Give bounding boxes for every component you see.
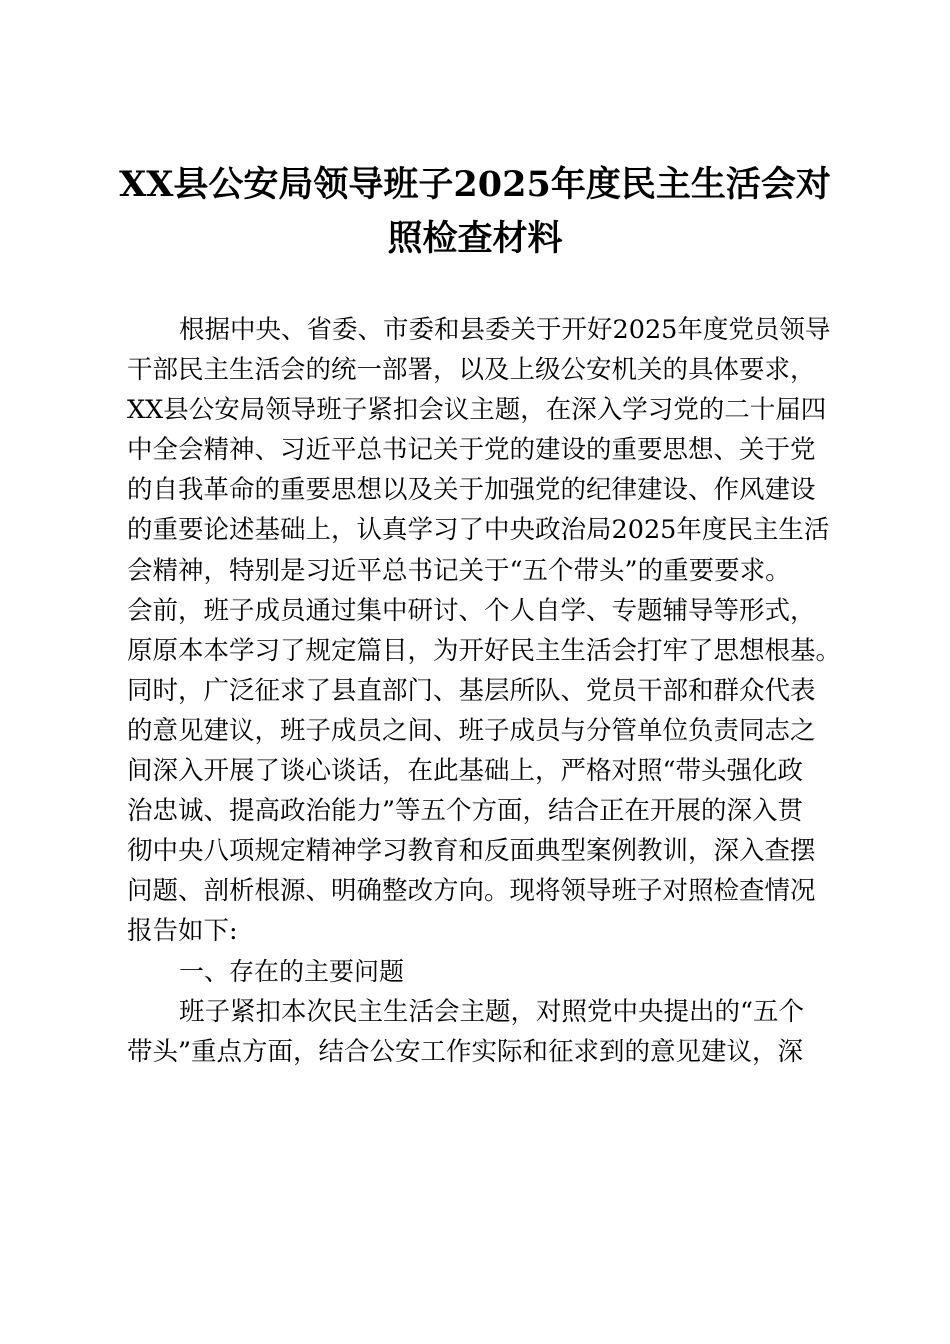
paragraph-line: 的重要论述基础上，认真学习了中央政治局2025年度民主生活	[127, 515, 830, 546]
paragraph-line: 报告如下:	[127, 916, 238, 947]
paragraph-line: 问题、剖析根源、明确整改方向。现将领导班子对照检查情况	[127, 876, 816, 907]
paragraph-line: 会前，班子成员通过集中研讨、个人自学、专题辅导等形式，	[127, 595, 816, 626]
title-line: 照检查材料	[387, 218, 563, 259]
paragraph-line: 会精神，特别是习近平总书记关于“五个带头”的重要要求。	[127, 555, 791, 586]
paragraph-line: 的意见建议，班子成员之间、班子成员与分管单位负责同志之	[127, 715, 816, 746]
paragraph-line: 同时，广泛征求了县直部门、基层所队、党员干部和群众代表	[127, 675, 816, 706]
paragraph-line: 彻中央八项规定精神学习教育和反面典型案例教训，深入查摆	[127, 836, 816, 867]
paragraph-line: 中全会精神、习近平总书记关于党的建设的重要思想、关于党	[127, 435, 816, 466]
paragraph-line: XX县公安局领导班子紧扣会议主题，在深入学习党的二十届四	[127, 395, 827, 426]
paragraph-line: 干部民主生活会的统一部署，以及上级公安机关的具体要求，	[127, 355, 816, 386]
document-body	[127, 310, 847, 1072]
paragraph-line: 根据中央、省委、市委和县委关于开好2025年度党员领导	[179, 315, 831, 345]
title-line: XX县公安局领导班子2025年度民主生活会对	[119, 164, 831, 205]
paragraph-line: 间深入开展了谈心谈话，在此基础上，严格对照“带头强化政	[127, 756, 804, 787]
paragraph-line: 治忠诚、提高政治能力”等五个方面，结合正在开展的深入贯	[127, 796, 804, 827]
document-title	[100, 158, 850, 266]
paragraph-line: 的自我革命的重要思想以及关于加强党的纪律建设、作风建设	[127, 475, 816, 506]
section-heading: 一、存在的主要问题	[179, 956, 405, 986]
paragraph-line: 带头”重点方面，结合公安工作实际和征求到的意见建议，深	[127, 1036, 804, 1067]
paragraph-line: 班子紧扣本次民主生活会主题，对照党中央提出的“五个	[179, 996, 805, 1027]
paragraph-line: 原原本本学习了规定篇目，为开好民主生活会打牢了思想根基。	[127, 635, 842, 666]
